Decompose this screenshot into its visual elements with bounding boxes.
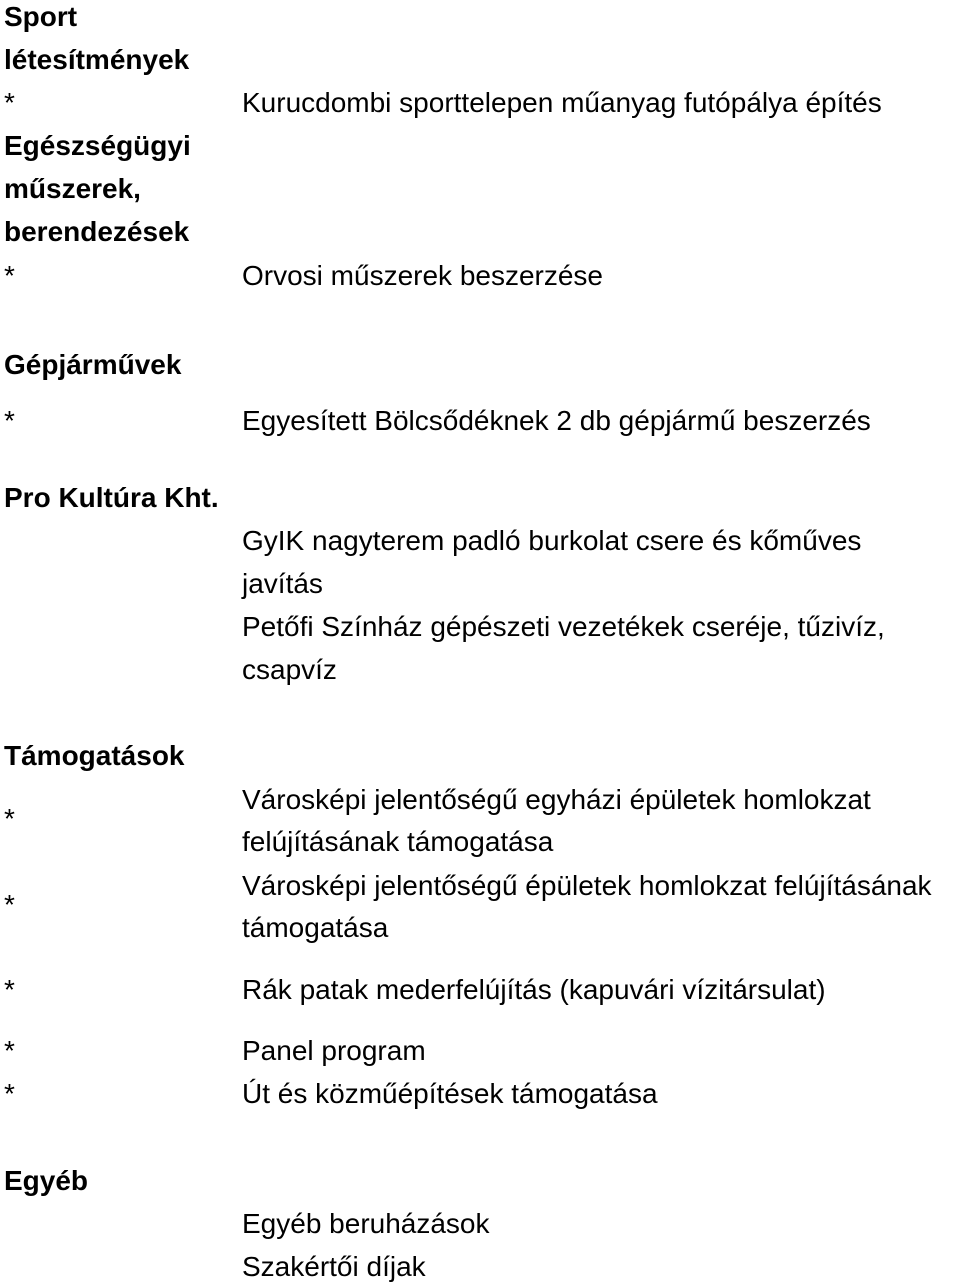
list-bullet: * <box>4 1035 15 1066</box>
section-heading-health-line3: berendezések <box>4 216 190 247</box>
list-item: Egyéb beruházások <box>242 1208 490 1239</box>
list-item: Szakértői díjak <box>242 1251 426 1282</box>
list-item-continuation: felújításának támogatása <box>242 826 554 857</box>
list-item-continuation: javítás <box>242 568 323 599</box>
section-heading-health: Egészségügyi <box>4 130 191 161</box>
list-item: Út és közműépítések támogatása <box>242 1078 658 1109</box>
list-item: Kurucdombi sporttelepen műanyag futópálya építés <box>242 87 882 118</box>
section-heading-health-line2: műszerek, <box>4 173 141 204</box>
list-item: Panel program <box>242 1035 426 1066</box>
list-bullet: * <box>4 405 15 436</box>
list-item: GyIK nagyterem padló burkolat csere és kőműves <box>242 525 862 556</box>
section-heading-culture: Pro Kultúra Kht. <box>4 482 219 513</box>
list-bullet: * <box>4 803 15 834</box>
section-heading-sport: Sport <box>4 1 78 32</box>
list-bullet: * <box>4 260 15 291</box>
list-item: Petőfi Színház gépészeti vezetékek cseréje, tűzivíz, <box>242 611 885 642</box>
section-heading-sport-line2: létesítmények <box>4 44 190 75</box>
list-item-continuation: csapvíz <box>242 654 337 685</box>
list-item: Városképi jelentőségű épületek homlokzat felújításának <box>242 870 932 901</box>
list-bullet: * <box>4 889 15 920</box>
list-item: Városképi jelentőségű egyházi épületek homlokzat <box>242 784 871 815</box>
section-heading-other: Egyéb <box>4 1165 89 1196</box>
section-heading-vehicles: Gépjárművek <box>4 349 182 380</box>
list-bullet: * <box>4 974 15 1005</box>
list-item: Egyesített Bölcsődéknek 2 db gépjármű beszerzés <box>242 405 871 436</box>
list-bullet: * <box>4 87 15 118</box>
list-bullet: * <box>4 1078 15 1109</box>
list-item-continuation: támogatása <box>242 912 389 943</box>
list-item: Rák patak mederfelújítás (kapuvári vízitársulat) <box>242 974 826 1005</box>
section-heading-grants: Támogatások <box>4 740 185 771</box>
list-item: Orvosi műszerek beszerzése <box>242 260 604 291</box>
